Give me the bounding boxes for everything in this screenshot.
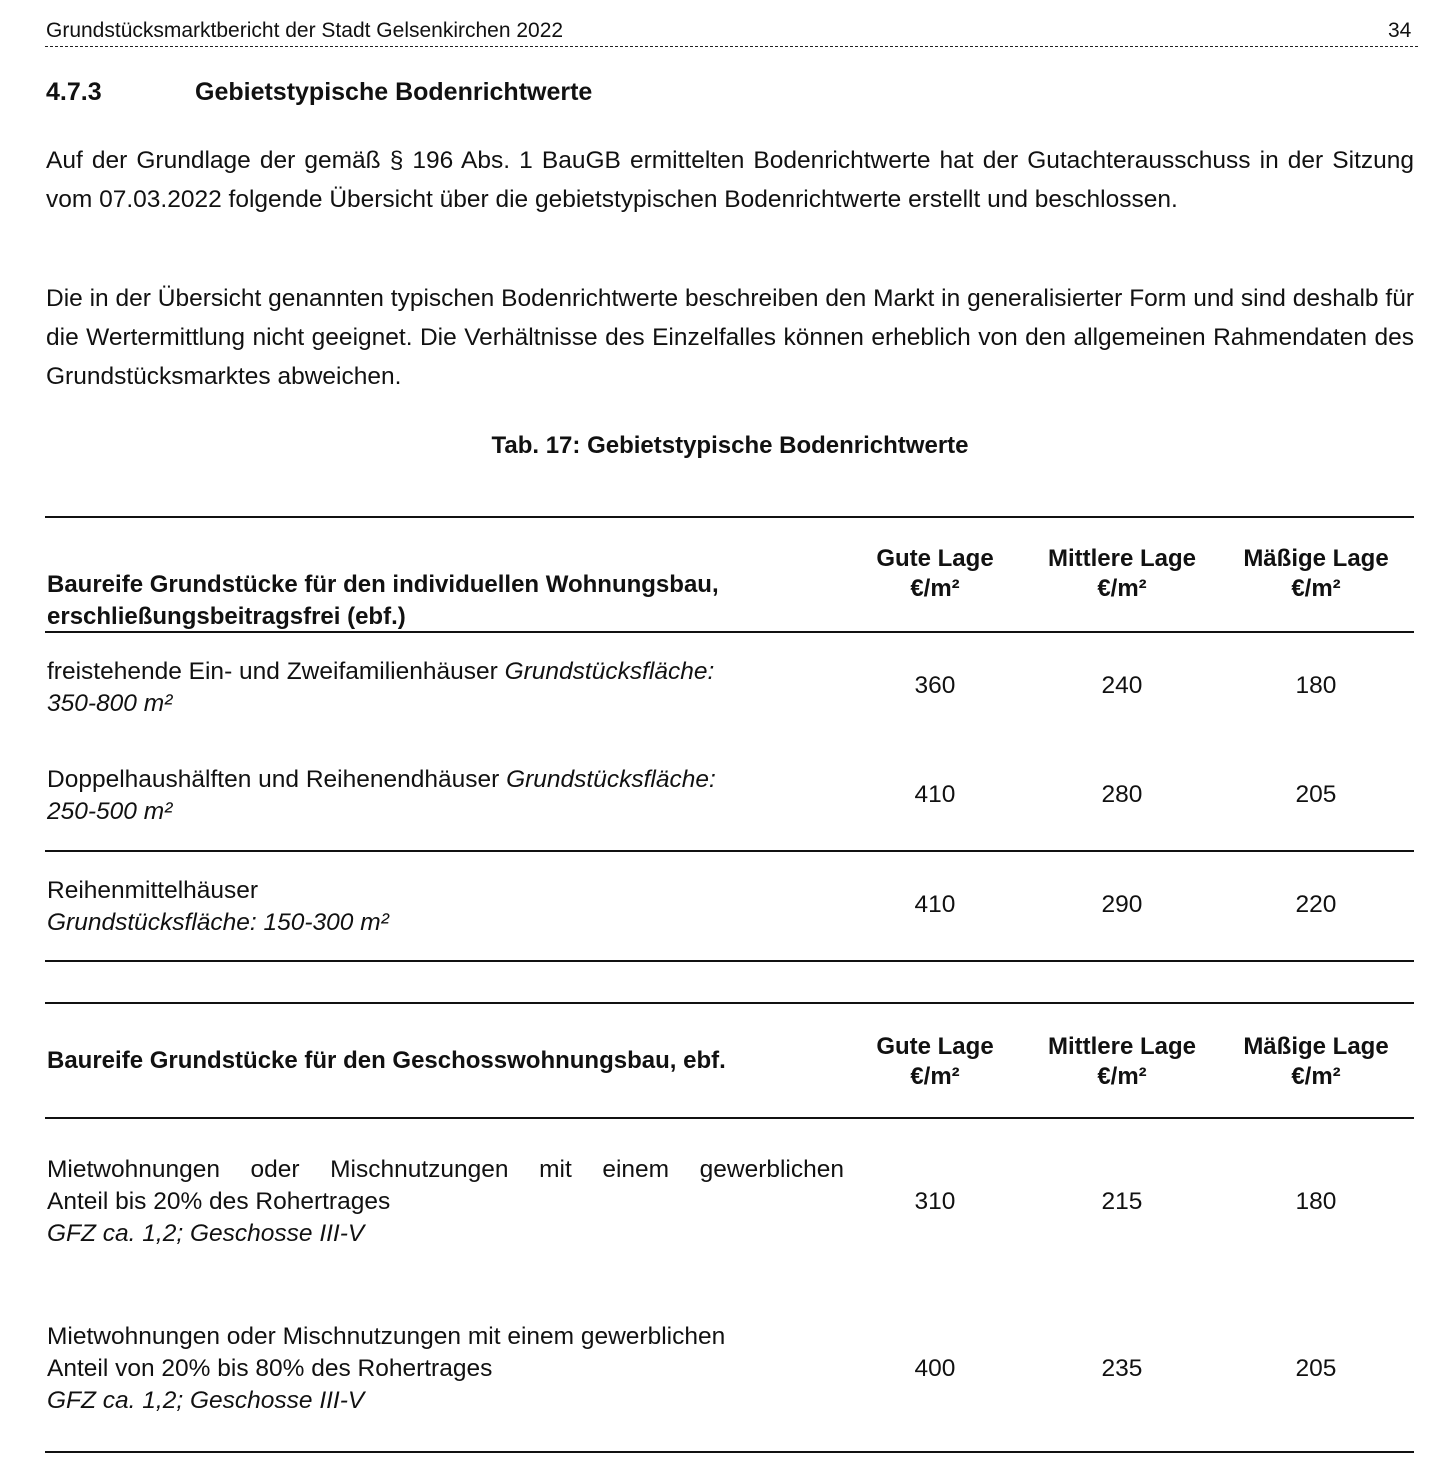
col-fair-unit: €/m² xyxy=(1291,575,1341,602)
table1-col-mid xyxy=(1022,544,1222,604)
value-mid: 235 xyxy=(1101,1355,1143,1382)
row-detail: 350-800 m² xyxy=(47,690,173,717)
col-good-unit: €/m² xyxy=(910,575,960,602)
table1-row-divider xyxy=(45,850,1414,852)
row-label: Mietwohnungen oder Mischnutzungen mit einem gewerblichen xyxy=(47,1323,726,1350)
table2-header-rule xyxy=(45,1117,1414,1119)
row-label: Reihenmittelhäuser xyxy=(47,877,259,904)
col-mid-name: Mittlere Lage xyxy=(1047,545,1197,572)
table1-col-fair xyxy=(1216,544,1416,604)
table2-col-fair xyxy=(1216,1032,1416,1092)
page-number: 34 xyxy=(1388,19,1412,42)
table2-col-good xyxy=(835,1032,1035,1092)
value-fair: 180 xyxy=(1295,1188,1337,1215)
value-fair: 180 xyxy=(1295,672,1337,699)
section-title: Gebietstypische Bodenrichtwerte xyxy=(195,78,593,106)
value-fair: 205 xyxy=(1295,1355,1337,1382)
value-good: 410 xyxy=(914,781,956,808)
col-mid-unit: €/m² xyxy=(1097,1063,1147,1090)
paragraph-disclaimer: Die in der Übersicht genannten typischen Bodenrichtwerte beschreiben den Markt in generalisierter Form und sind deshalb für die Wertermittlung nicht geeignet. Die Verhältnisse des Einzelfalles können erheblich von den allgemeinen Rahmendaten des Grundstücksmarktes abweichen. xyxy=(46,285,1414,390)
row-label: Anteil von 20% bis 80% des Rohertrages xyxy=(47,1355,493,1382)
table2-top-rule xyxy=(45,1002,1414,1004)
table1-bottom-rule xyxy=(45,960,1414,962)
col-mid-name: Mittlere Lage xyxy=(1047,1033,1197,1060)
row-detail: Grundstücksfläche: xyxy=(504,658,715,685)
table2-heading: Baureife Grundstücke für den Geschosswohnungsbau, ebf. xyxy=(47,1047,726,1074)
row-label: Anteil bis 20% des Rohertrages xyxy=(47,1188,391,1215)
value-good: 310 xyxy=(914,1188,956,1215)
row-detail: GFZ ca. 1,2; Geschosse III-V xyxy=(47,1220,365,1247)
value-good: 400 xyxy=(914,1355,956,1382)
paragraph-intro: Auf der Grundlage der gemäß § 196 Abs. 1 BauGB ermittelten Bodenrichtwerte hat der Gutachterausschuss in der Sitzung vom 07.03.2022 folgende Übersicht über die gebietstypischen Bodenrichtwerte erstellt und beschlossen. xyxy=(46,147,1414,213)
table1-top-rule xyxy=(45,516,1414,518)
value-fair: 205 xyxy=(1295,781,1337,808)
table1-heading-line1: Baureife Grundstücke für den individuellen Wohnungsbau, xyxy=(47,571,719,598)
row-label: Doppelhaushälften und Reihenendhäuser xyxy=(47,766,500,793)
table2-bottom-rule xyxy=(45,1451,1414,1453)
value-mid: 215 xyxy=(1101,1188,1143,1215)
value-mid: 290 xyxy=(1101,891,1143,918)
table-caption: Tab. 17: Gebietstypische Bodenrichtwerte xyxy=(491,432,969,459)
table1-header-rule xyxy=(45,631,1414,633)
value-mid: 280 xyxy=(1101,781,1143,808)
col-good-unit: €/m² xyxy=(910,1063,960,1090)
value-good: 360 xyxy=(914,672,956,699)
col-fair-name: Mäßige Lage xyxy=(1243,545,1389,572)
table1-heading-line2: erschließungsbeitragsfrei (ebf.) xyxy=(47,603,406,630)
row-detail: GFZ ca. 1,2; Geschosse III-V xyxy=(47,1387,365,1414)
table-row xyxy=(47,656,847,720)
row-detail: 250-500 m² xyxy=(47,798,173,825)
table2-col-mid xyxy=(1022,1032,1222,1092)
table1-col-good xyxy=(835,544,1035,604)
row-detail: Grundstücksfläche: 150-300 m² xyxy=(47,909,389,936)
table-row xyxy=(47,764,847,828)
table-row xyxy=(47,1321,847,1417)
row-label: Mietwohnungen oder Mischnutzungen mit einem gewerblichen xyxy=(47,1156,844,1183)
col-good-name: Gute Lage xyxy=(876,1033,994,1060)
value-fair: 220 xyxy=(1295,891,1337,918)
section-number: 4.7.3 xyxy=(46,78,102,106)
value-mid: 240 xyxy=(1101,672,1143,699)
running-header-title: Grundstücksmarktbericht der Stadt Gelsenkirchen 2022 xyxy=(46,19,564,42)
col-fair-unit: €/m² xyxy=(1291,1063,1341,1090)
table-row xyxy=(47,1154,844,1250)
value-good: 410 xyxy=(914,891,956,918)
col-mid-unit: €/m² xyxy=(1097,575,1147,602)
row-detail: Grundstücksfläche: xyxy=(506,766,716,793)
table1-heading xyxy=(47,569,857,633)
col-fair-name: Mäßige Lage xyxy=(1243,1033,1389,1060)
row-label: freistehende Ein- und Zweifamilienhäuser xyxy=(47,658,498,685)
table-row xyxy=(47,875,847,939)
header-dashed-rule xyxy=(45,46,1418,47)
col-good-name: Gute Lage xyxy=(876,545,994,572)
